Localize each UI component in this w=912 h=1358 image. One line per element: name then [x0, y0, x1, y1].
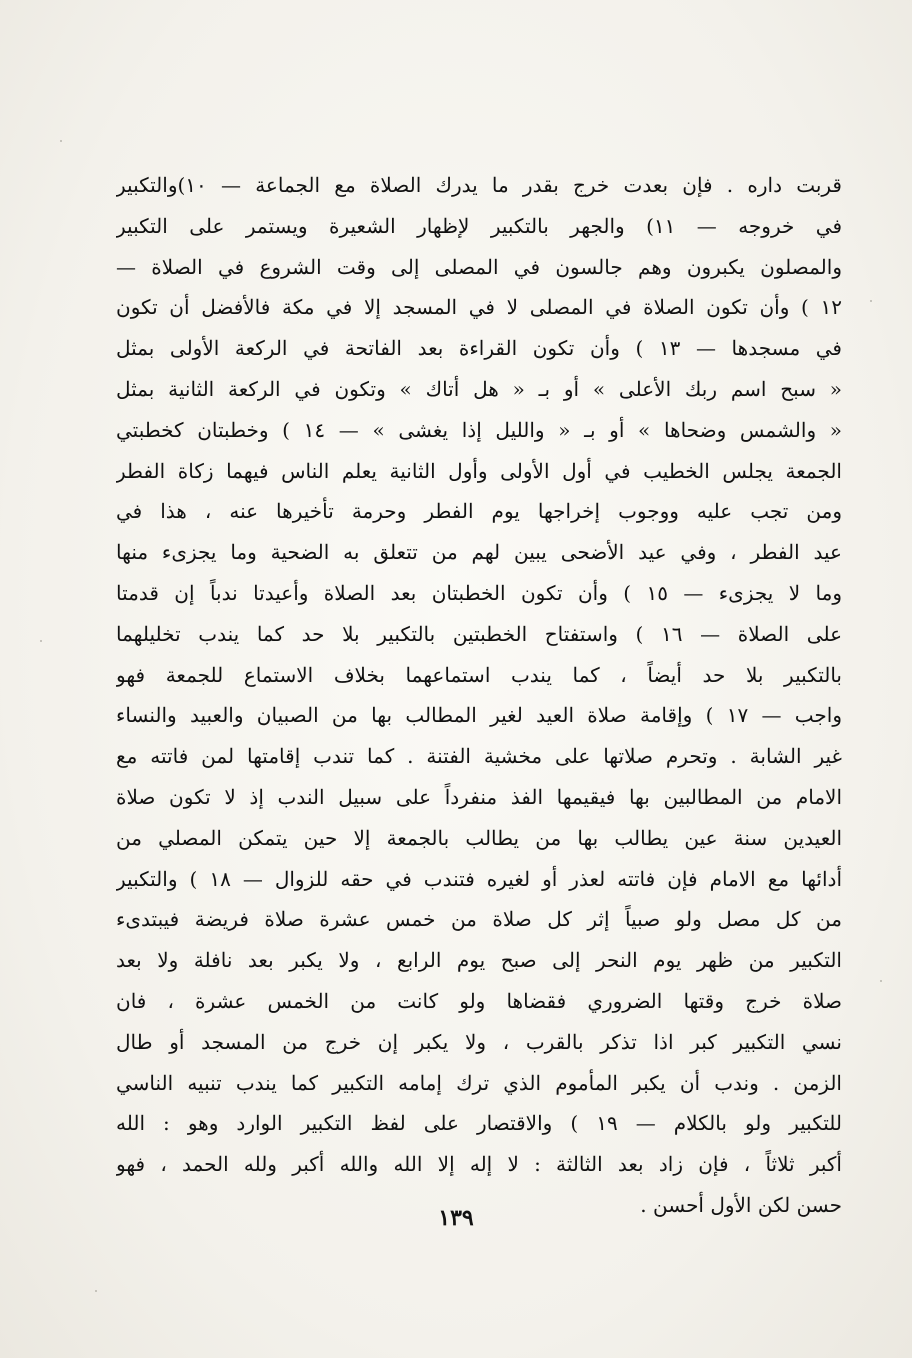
text-line: الزمن . وندب أن يكبر المأموم الذي ترك إمامه التكبير كما يندب تنبيه الناسي — [116, 1070, 842, 1095]
paper-speck — [40, 640, 42, 642]
text-line: صلاة خرج وقتها الضروري فقضاها ولو كانت من الخمس عشرة ، فان — [116, 988, 842, 1013]
text-line: أدائها مع الامام فإن فاتته لعذر أو لغيره فتندب في حقه للزوال — ١٨ ) والتكبير — [116, 866, 842, 891]
text-line: على الصلاة — ١٦ ) واستفتاح الخطبتين بالتكبير بلا حد كما يندب تخليلهما — [116, 621, 842, 646]
text-line: وما لا يجزىء — ١٥ ) وأن تكون الخطبتان بعد الصلاة وأعيدتا ندباً إن قدمتا — [116, 580, 842, 605]
text-line: في مسجدها — ١٣ ) وأن تكون القراءة بعد الفاتحة في الركعة الأولى بمثل — [116, 336, 842, 361]
text-line: قربت داره . فإن بعدت خرج بقدر ما يدرك الصلاة مع الجماعة — ١٠)والتكبير — [116, 173, 842, 197]
text-line: « والشمس وضحاها » أو بـ « والليل إذا يغشى » — ١٤ ) وخطبتان كخطبتي — [116, 417, 842, 442]
text-line: في خروجه — ١١) والجهر بالتكبير لإظهار الشعيرة ويستمر على التكبير — [116, 213, 842, 238]
body-text — [116, 165, 842, 1226]
text-line: ومن تجب عليه ووجوب إخراجها يوم الفطر وحرمة تأخيرها عنه ، هذا في — [116, 499, 842, 524]
text-line: من كل مصل ولو صبياً إثر كل صلاة من خمس عشرة صلاة فريضة فيبتدىء — [116, 907, 842, 932]
text-line: الجمعة يجلس الخطيب في أول الأولى وأول الثانية يعلم الناس فيهما زكاة الفطر — [116, 458, 842, 483]
text-line: التكبير من ظهر يوم النحر إلى صبح يوم الرابع ، ولا يكبر بعد نافلة ولا بعد — [116, 948, 842, 973]
text-line: غير الشابة . وتحرم صلاتها على مخشية الفتنة . كما تندب إقامتها لمن فاتته مع — [116, 744, 842, 769]
page-number: ١٣٩ — [438, 1205, 474, 1231]
text-line: للتكبير ولو بالكلام — ١٩ ) والاقتصار على لفظ التكبير الوارد وهو : الله — [116, 1111, 842, 1136]
text-line: واجب — ١٧ ) وإقامة صلاة العيد لغير المطالب بها من الصبيان والعبيد والنساء — [116, 703, 842, 728]
text-line: بالتكبير بلا حد أيضاً ، كما يندب استماعهما بخلاف الاستماع للجمعة فهو — [116, 662, 842, 687]
paper-speck — [95, 1290, 97, 1292]
text-line: « سبح اسم ربك الأعلى » أو بـ « هل أتاك » وتكون في الركعة الثانية بمثل — [116, 376, 842, 401]
text-line: ١٢ ) وأن تكون الصلاة في المصلى لا في المسجد إلا في مكة فالأفضل أن تكون — [116, 295, 842, 320]
text-line: عيد الفطر ، وفي عيد الأضحى يبين لهم من تتعلق به الضحية وما يجزىء منها — [116, 540, 842, 565]
text-line: أكبر ثلاثاً ، فإن زاد بعد الثالثة : لا إله إلا الله والله أكبر ولله الحمد ، فهو — [116, 1152, 842, 1177]
paper-speck — [880, 980, 882, 982]
paper-speck — [870, 300, 872, 302]
text-line: والمصلون يكبرون وهم جالسون في المصلى إلى وقت الشروع في الصلاة — — [116, 254, 842, 279]
text-line: نسي التكبير كبر اذا تذكر بالقرب ، ولا يكبر إن خرج من المسجد أو طال — [116, 1029, 842, 1054]
text-line: الامام من المطالبين بها فيقيمها الفذ منفرداً على سبيل الندب إذ لا تكون صلاة — [116, 784, 842, 809]
paper-speck — [60, 140, 62, 142]
text-line: العيدين سنة عين يطالب بها من يطالب بالجمعة إلا حين يتمكن المصلي من — [116, 825, 842, 850]
text-line: حسن لكن الأول أحسن . — [640, 1192, 842, 1217]
